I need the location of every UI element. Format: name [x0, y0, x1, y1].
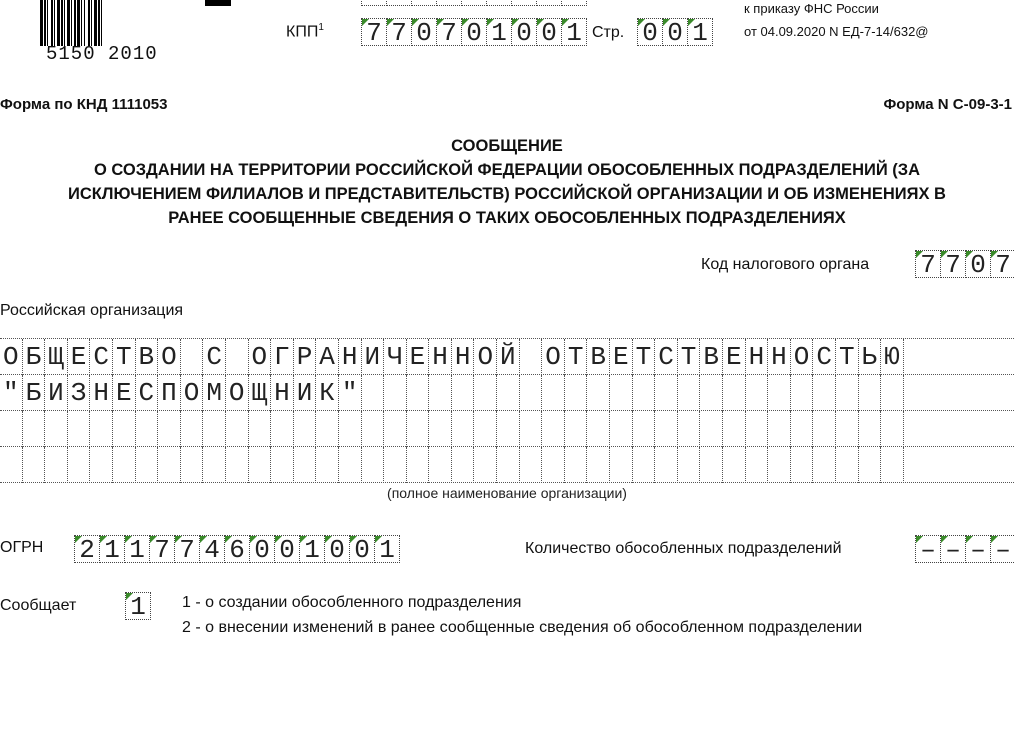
organization-name-cell[interactable]	[407, 411, 430, 447]
ogrn-digit-cell[interactable]: 0	[249, 535, 275, 563]
organization-name-cell[interactable]	[678, 447, 701, 483]
organization-name-cell[interactable]: О	[474, 339, 497, 375]
organization-caption: (полное наименование организации)	[387, 485, 627, 501]
organization-name-cell[interactable]	[723, 411, 746, 447]
organization-name-cell[interactable]	[768, 375, 791, 411]
ogrn-digit-cell[interactable]: 4	[199, 535, 225, 563]
organization-name-cell[interactable]	[226, 339, 249, 375]
organization-name-cell[interactable]: О	[0, 339, 23, 375]
organization-name-cell[interactable]	[203, 411, 226, 447]
organization-name-cell[interactable]	[723, 375, 746, 411]
organization-name-cell[interactable]	[497, 411, 520, 447]
organization-name-cell[interactable]	[587, 411, 610, 447]
organization-name-cell[interactable]: "	[339, 375, 362, 411]
organization-name-cell[interactable]	[565, 375, 588, 411]
organization-name-cell[interactable]	[791, 411, 814, 447]
organization-name-cell[interactable]	[700, 375, 723, 411]
form-number: Форма N С-09-3-1	[883, 96, 1012, 113]
organization-name-cell[interactable]	[791, 375, 814, 411]
organization-name-cell[interactable]	[339, 447, 362, 483]
organization-name-cell[interactable]: Н	[90, 375, 113, 411]
barcode-number: 5150 2010	[46, 43, 158, 65]
organization-name-cell[interactable]	[633, 375, 656, 411]
organization-name-cell[interactable]: Е	[610, 339, 633, 375]
organization-name-cell[interactable]	[610, 375, 633, 411]
organization-name-cell[interactable]: И	[362, 339, 385, 375]
organization-name-cell[interactable]	[90, 411, 113, 447]
organization-name-cell[interactable]	[158, 411, 181, 447]
inn-digit-cell[interactable]	[486, 0, 512, 6]
organization-name-cell[interactable]	[249, 411, 272, 447]
organization-name-cell[interactable]	[655, 411, 678, 447]
ogrn-digit-cell[interactable]: 1	[99, 535, 125, 563]
organization-name-cell[interactable]	[836, 411, 859, 447]
organization-name-cell[interactable]: Т	[678, 339, 701, 375]
document-title-line-3: ИСКЛЮЧЕНИЕМ ФИЛИАЛОВ И ПРЕДСТАВИТЕЛЬСТВ) РОССИЙСКОЙ ОРГАНИЗАЦИИ И ОБ ИЗМЕНЕНИЯХ В	[68, 185, 946, 203]
inn-digit-cell[interactable]	[511, 0, 537, 6]
kpp-digit-cell[interactable]: 7	[361, 18, 387, 46]
organization-name-cell[interactable]	[678, 375, 701, 411]
organization-name-cell[interactable]: М	[203, 375, 226, 411]
organization-name-cell[interactable]: Н	[339, 339, 362, 375]
organization-name-cell[interactable]: И	[294, 375, 317, 411]
kpp-digit-cell[interactable]: 7	[436, 18, 462, 46]
branches-digit-cell[interactable]: –	[940, 535, 966, 563]
organization-name-cell[interactable]: Е	[407, 339, 430, 375]
organization-name-cell[interactable]: Т	[633, 339, 656, 375]
organization-name-cell[interactable]	[384, 447, 407, 483]
organization-name-cell[interactable]	[610, 447, 633, 483]
organization-name-cell[interactable]	[249, 447, 272, 483]
report-type-cell[interactable]	[126, 592, 151, 620]
kpp-digit-cell[interactable]: 7	[386, 18, 412, 46]
inn-digit-cell[interactable]	[361, 0, 387, 6]
tax-authority-digit-cell[interactable]: 7	[990, 250, 1014, 278]
organization-name-cell[interactable]	[497, 447, 520, 483]
organization-name-cell[interactable]	[497, 375, 520, 411]
tax-authority-digit-cell[interactable]: 7	[915, 250, 941, 278]
branches-count-label: Количество обособленных подразделений	[525, 540, 842, 557]
kpp-cells[interactable]	[362, 18, 587, 46]
organization-name-cell[interactable]: О	[791, 339, 814, 375]
organization-name-cell[interactable]	[678, 411, 701, 447]
organization-name-cell[interactable]: О	[249, 339, 272, 375]
organization-name-cell[interactable]	[271, 411, 294, 447]
organization-name-cell[interactable]	[452, 411, 475, 447]
organization-name-cell[interactable]: Щ	[249, 375, 272, 411]
organization-name-cell[interactable]	[565, 411, 588, 447]
kpp-digit-cell[interactable]: 0	[461, 18, 487, 46]
organization-name-cell[interactable]	[633, 447, 656, 483]
organization-name-cell[interactable]: С	[655, 339, 678, 375]
organization-name-cell[interactable]: П	[158, 375, 181, 411]
organization-name-cell[interactable]	[881, 375, 904, 411]
organization-name-cell[interactable]	[407, 375, 430, 411]
organization-name-cell[interactable]: О	[181, 375, 204, 411]
organization-name-cell[interactable]	[316, 447, 339, 483]
organization-name-cell[interactable]	[452, 447, 475, 483]
organization-name-cell[interactable]: О	[226, 375, 249, 411]
organization-name-cell[interactable]	[45, 447, 68, 483]
organization-name-cell[interactable]: З	[68, 375, 91, 411]
organization-name-cell[interactable]: К	[316, 375, 339, 411]
kpp-digit-cell[interactable]: 0	[511, 18, 537, 46]
organization-name-cell[interactable]: Ч	[384, 339, 407, 375]
organization-name-cell[interactable]: Е	[723, 339, 746, 375]
document-title: СООБЩЕНИЕ	[451, 137, 563, 155]
organization-name-cell[interactable]	[113, 411, 136, 447]
inn-digit-cell[interactable]	[536, 0, 562, 6]
organization-name-cell[interactable]	[859, 411, 882, 447]
organization-name-cell[interactable]: С	[813, 339, 836, 375]
organization-name-cell[interactable]: Г	[271, 339, 294, 375]
ogrn-digit-cell[interactable]: 1	[124, 535, 150, 563]
organization-name-cell[interactable]: Б	[23, 375, 46, 411]
organization-name-cell[interactable]	[723, 447, 746, 483]
ogrn-digit-cell[interactable]: 6	[224, 535, 250, 563]
ogrn-digit-cell[interactable]: 7	[174, 535, 200, 563]
organization-name-cell[interactable]	[633, 411, 656, 447]
organization-name-cell[interactable]: С	[90, 339, 113, 375]
organization-name-cell[interactable]: Е	[113, 375, 136, 411]
organization-name-cell[interactable]	[362, 375, 385, 411]
organization-name-cell[interactable]: Н	[452, 339, 475, 375]
organization-name-cell[interactable]	[565, 447, 588, 483]
organization-name-cell[interactable]	[136, 411, 159, 447]
organization-name-cell[interactable]	[655, 447, 678, 483]
page-digit-cell[interactable]: 0	[637, 18, 663, 46]
organization-name-cell[interactable]	[542, 411, 565, 447]
organization-name-cell[interactable]	[836, 447, 859, 483]
organization-name-cell[interactable]	[226, 447, 249, 483]
organization-name-cell[interactable]	[45, 411, 68, 447]
inn-digit-cell[interactable]	[561, 0, 587, 6]
ogrn-digit-cell[interactable]: 0	[324, 535, 350, 563]
organization-name-cell[interactable]: Щ	[45, 339, 68, 375]
organization-name-cell[interactable]	[0, 411, 23, 447]
organization-name-cell[interactable]	[791, 447, 814, 483]
ogrn-label: ОГРН	[0, 539, 44, 556]
organization-name-cell[interactable]	[316, 411, 339, 447]
kpp-label	[286, 22, 324, 41]
tax-authority-cells[interactable]	[916, 250, 1014, 278]
corner-marker	[205, 0, 231, 6]
kpp-digit-cell[interactable]: 0	[411, 18, 437, 46]
organization-name-cell[interactable]	[452, 375, 475, 411]
organization-name-cell[interactable]	[474, 447, 497, 483]
inn-cells-partial	[362, 0, 587, 6]
organization-name-cell[interactable]	[881, 447, 904, 483]
organization-name-cell[interactable]: Е	[68, 339, 91, 375]
barcode-bar	[102, 0, 105, 46]
branches-count-cells[interactable]	[916, 535, 1014, 563]
organization-name-cell[interactable]: Н	[768, 339, 791, 375]
organization-name-cell[interactable]	[136, 447, 159, 483]
organization-name-cell[interactable]: В	[700, 339, 723, 375]
organization-name-cell[interactable]	[339, 411, 362, 447]
organization-name-cell[interactable]	[294, 447, 317, 483]
organization-name-row[interactable]	[0, 446, 1014, 483]
organization-name-cell[interactable]	[836, 375, 859, 411]
ogrn-digit-cell[interactable]: 7	[149, 535, 175, 563]
organization-name-cell[interactable]	[384, 411, 407, 447]
organization-name-cell[interactable]	[520, 411, 543, 447]
organization-name-cell[interactable]	[181, 411, 204, 447]
organization-name-cell[interactable]	[271, 447, 294, 483]
organization-name-cell[interactable]	[542, 375, 565, 411]
organization-name-cell[interactable]	[474, 375, 497, 411]
organization-name-cell[interactable]: И	[45, 375, 68, 411]
organization-name-cell[interactable]: В	[587, 339, 610, 375]
organization-name-cell[interactable]	[203, 447, 226, 483]
page-digit-cell[interactable]: 0	[662, 18, 688, 46]
organization-name-cell[interactable]: С	[203, 339, 226, 375]
inn-digit-cell[interactable]	[461, 0, 487, 6]
organization-name-cell[interactable]	[429, 375, 452, 411]
organization-name-row[interactable]	[0, 374, 1014, 410]
organization-name-cell[interactable]: Ь	[859, 339, 882, 375]
document-title-line-4: РАНЕЕ СООБЩЕННЫЕ СВЕДЕНИЯ О ТАКИХ ОБОСОБЛЕННЫХ ПОДРАЗДЕЛЕНИЯХ	[168, 209, 846, 227]
report-label: Сообщает	[0, 597, 77, 614]
branches-digit-cell[interactable]: –	[915, 535, 941, 563]
organization-name-cell[interactable]	[90, 447, 113, 483]
organization-name-cell[interactable]	[610, 411, 633, 447]
organization-name-cell[interactable]	[859, 375, 882, 411]
report-type-value[interactable]: 1	[125, 592, 151, 620]
organization-name-cell[interactable]	[520, 339, 543, 375]
organization-name-cell[interactable]	[520, 375, 543, 411]
organization-name-cell[interactable]	[68, 411, 91, 447]
organization-name-cell[interactable]	[181, 339, 204, 375]
organization-name-cell[interactable]	[746, 447, 769, 483]
organization-name-cell[interactable]	[113, 447, 136, 483]
organization-name-cell[interactable]: Й	[497, 339, 520, 375]
organization-name-cell[interactable]: О	[542, 339, 565, 375]
organization-name-cell[interactable]	[746, 411, 769, 447]
report-option-1: 1 - о создании обособленного подразделения	[182, 594, 522, 611]
organization-name-cell[interactable]: Р	[294, 339, 317, 375]
page-cells[interactable]	[638, 18, 713, 46]
inn-digit-cell[interactable]	[411, 0, 437, 6]
organization-name-cell[interactable]	[881, 411, 904, 447]
organization-name-cell[interactable]: Н	[746, 339, 769, 375]
organization-name-cell[interactable]: Ю	[881, 339, 904, 375]
organization-name-cell[interactable]: Б	[23, 339, 46, 375]
organization-name-cell[interactable]: Т	[565, 339, 588, 375]
report-option-2: 2 - о внесении изменений в ранее сообщенные сведения об обособленном подразделении	[182, 619, 863, 636]
barcode	[40, 0, 180, 46]
organization-name-cell[interactable]	[859, 447, 882, 483]
organization-name-cell[interactable]	[23, 411, 46, 447]
form-knd: Форма по КНД 1111053	[0, 96, 168, 113]
ogrn-cells[interactable]	[75, 535, 400, 563]
organization-name-cell[interactable]	[813, 375, 836, 411]
organization-name-cell[interactable]: Т	[836, 339, 859, 375]
kpp-footnote: 1	[318, 22, 324, 33]
organization-name-cell[interactable]	[407, 447, 430, 483]
organization-label: Российская организация	[0, 302, 184, 319]
kpp-digit-cell[interactable]: 0	[536, 18, 562, 46]
order-line-1: к приказу ФНС России	[744, 1, 879, 16]
organization-name-cell[interactable]	[746, 375, 769, 411]
organization-name-cell[interactable]	[384, 375, 407, 411]
organization-name-row[interactable]	[0, 410, 1014, 446]
organization-name-cell[interactable]	[429, 411, 452, 447]
tax-authority-digit-cell[interactable]: 0	[965, 250, 991, 278]
ogrn-digit-cell[interactable]: 1	[299, 535, 325, 563]
ogrn-digit-cell[interactable]: 0	[274, 535, 300, 563]
organization-name-cell[interactable]	[655, 375, 678, 411]
organization-name-cell[interactable]	[23, 447, 46, 483]
organization-name-cell[interactable]: А	[316, 339, 339, 375]
organization-name-cell[interactable]	[362, 411, 385, 447]
organization-name-cell[interactable]	[294, 411, 317, 447]
organization-name-cell[interactable]	[226, 411, 249, 447]
organization-name-cell[interactable]	[813, 411, 836, 447]
organization-name-cell[interactable]	[587, 447, 610, 483]
organization-name-cell[interactable]: В	[136, 339, 159, 375]
organization-name-cell[interactable]: "	[0, 375, 23, 411]
organization-name-row[interactable]	[0, 338, 1014, 374]
organization-name-cell[interactable]	[0, 447, 23, 483]
organization-name-cell[interactable]	[768, 411, 791, 447]
ogrn-digit-cell[interactable]: 2	[74, 535, 100, 563]
order-line-2: от 04.09.2020 N ЕД-7-14/632@	[744, 24, 929, 39]
organization-name-cell[interactable]: Н	[429, 339, 452, 375]
document-title-line-2: О СОЗДАНИИ НА ТЕРРИТОРИИ РОССИЙСКОЙ ФЕДЕРАЦИИ ОБОСОБЛЕННЫХ ПОДРАЗДЕЛЕНИЙ (ЗА	[93, 161, 921, 179]
kpp-digit-cell[interactable]: 1	[561, 18, 587, 46]
organization-name-cell[interactable]	[362, 447, 385, 483]
branches-digit-cell[interactable]: –	[990, 535, 1014, 563]
kpp-digit-cell[interactable]: 1	[486, 18, 512, 46]
organization-name-cell[interactable]	[700, 447, 723, 483]
inn-digit-cell[interactable]	[436, 0, 462, 6]
organization-name-cell[interactable]: Н	[271, 375, 294, 411]
inn-digit-cell[interactable]	[386, 0, 412, 6]
organization-name-cell[interactable]	[158, 447, 181, 483]
organization-name-cell[interactable]: Т	[113, 339, 136, 375]
ogrn-digit-cell[interactable]: 1	[374, 535, 400, 563]
organization-name-cell[interactable]	[813, 447, 836, 483]
tax-authority-digit-cell[interactable]: 7	[940, 250, 966, 278]
organization-name-cell[interactable]	[474, 411, 497, 447]
organization-name-cell[interactable]	[520, 447, 543, 483]
organization-name-cell[interactable]	[542, 447, 565, 483]
organization-name-cell[interactable]	[68, 447, 91, 483]
organization-name-cell[interactable]	[429, 447, 452, 483]
page-digit-cell[interactable]: 1	[687, 18, 713, 46]
organization-name-cell[interactable]: О	[158, 339, 181, 375]
kpp-label-text: КПП	[286, 23, 319, 41]
organization-name-cell[interactable]	[181, 447, 204, 483]
branches-digit-cell[interactable]: –	[965, 535, 991, 563]
organization-name-cell[interactable]	[768, 447, 791, 483]
organization-name-cell[interactable]	[700, 411, 723, 447]
organization-name-cell[interactable]: С	[136, 375, 159, 411]
page-label: Стр.	[592, 24, 625, 41]
ogrn-digit-cell[interactable]: 0	[349, 535, 375, 563]
tax-authority-label: Код налогового органа	[701, 256, 870, 273]
organization-name-cell[interactable]	[587, 375, 610, 411]
